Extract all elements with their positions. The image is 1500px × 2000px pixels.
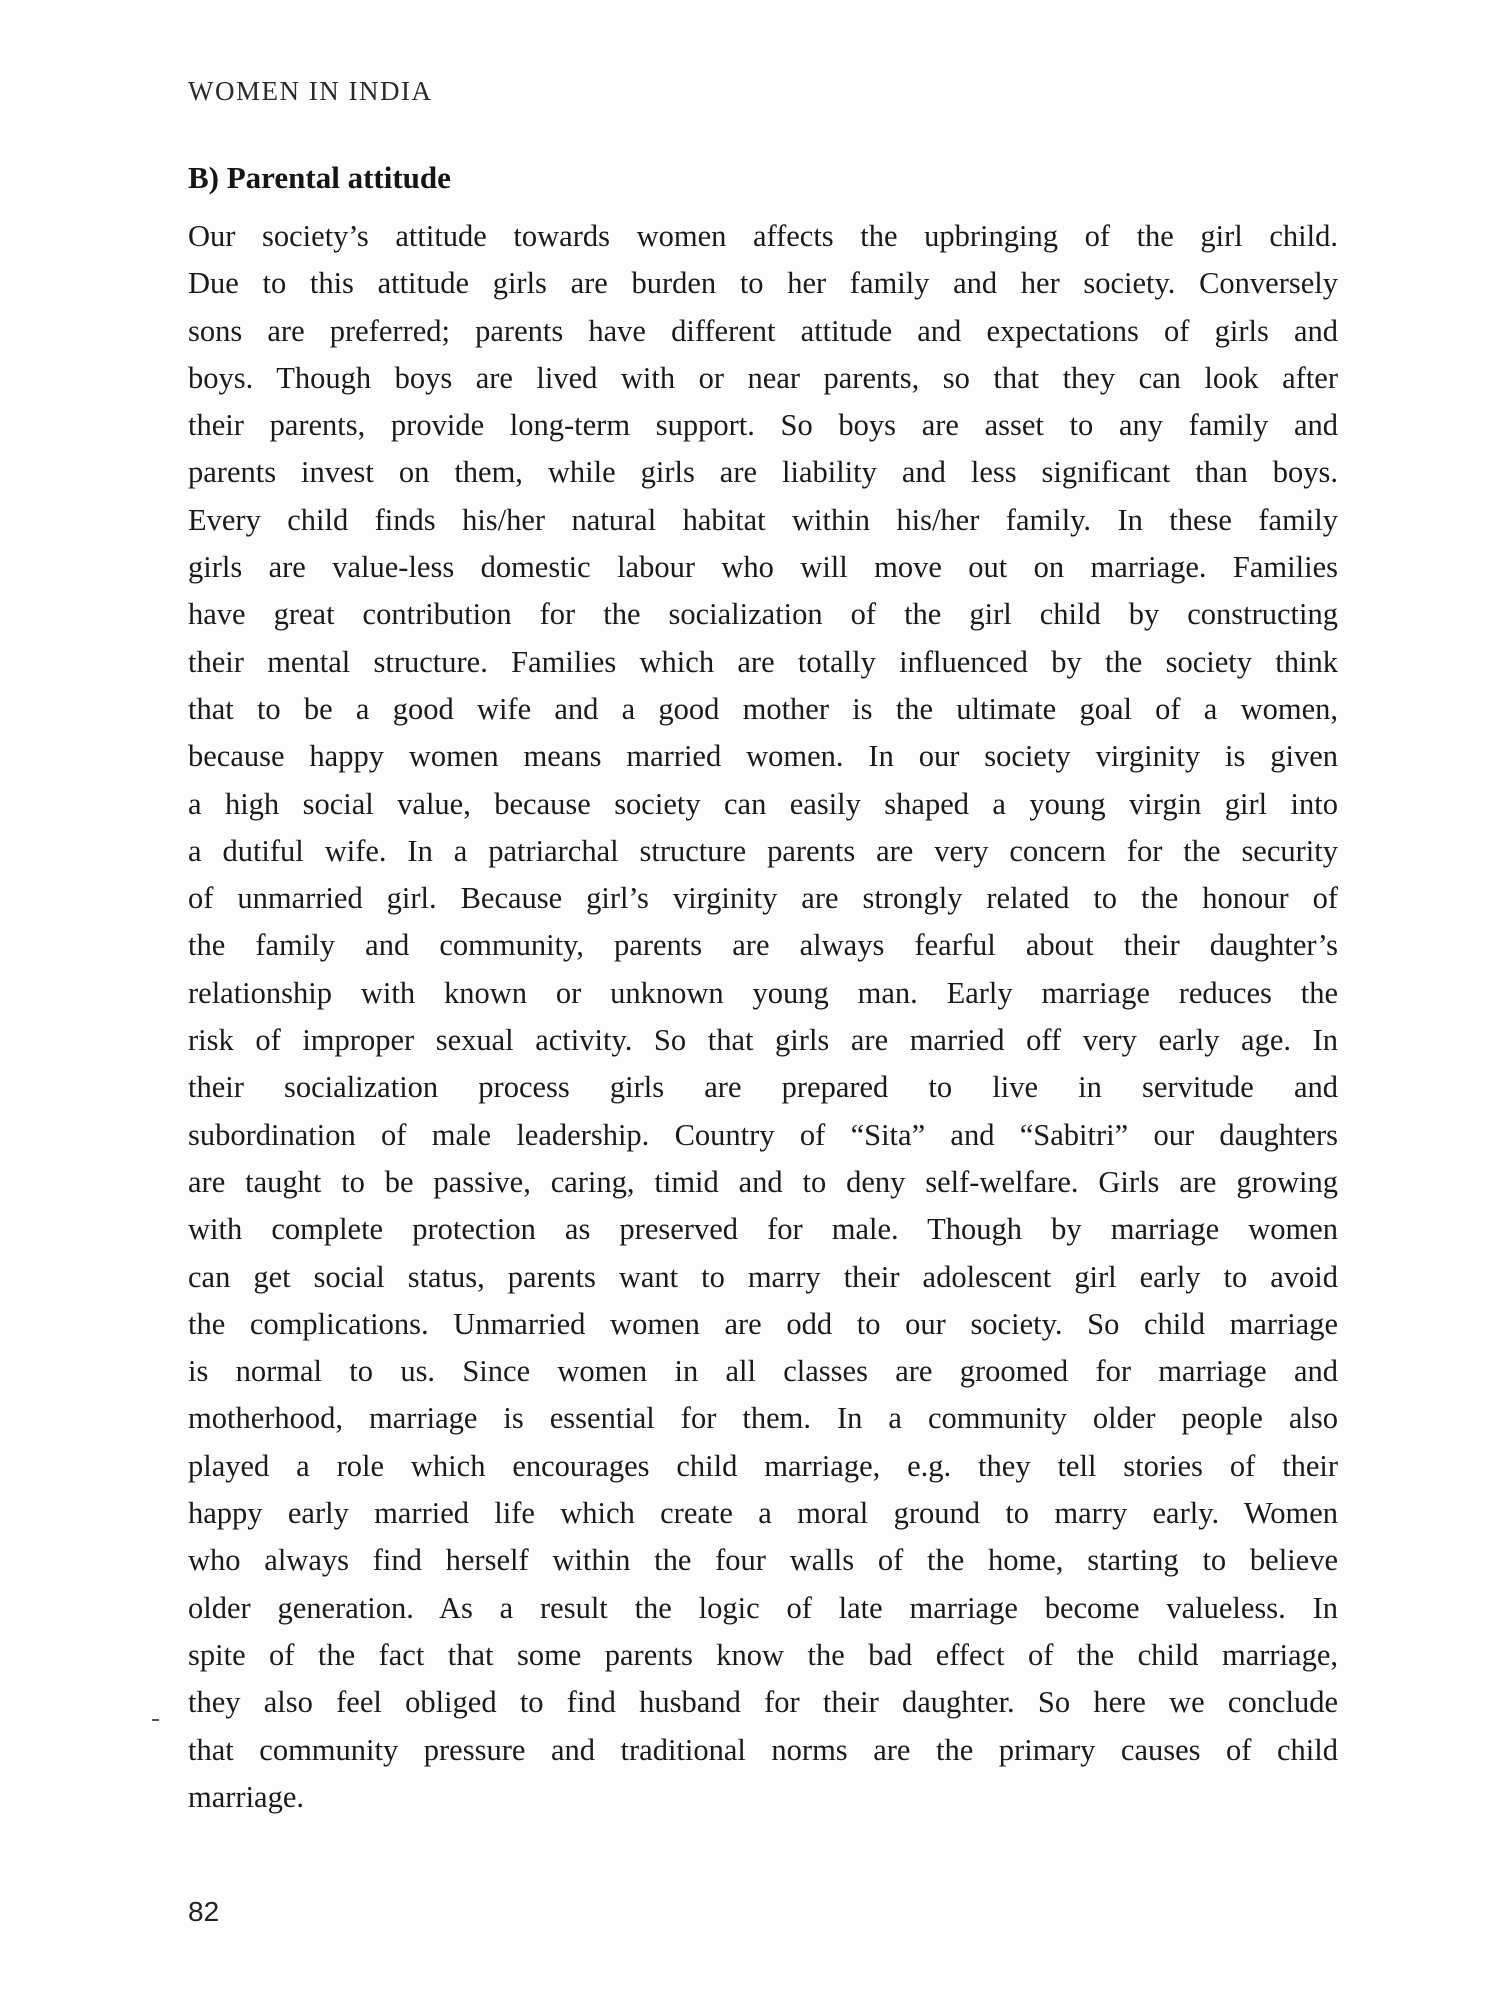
paragraph-line: can get social status, parents want to marry their adolescent girl early to avoid — [188, 1259, 1338, 1294]
paragraph-line: they also feel obliged to find husband for their daughter. So here we conclude — [188, 1685, 1338, 1720]
paragraph-line: risk of improper sexual activity. So that girls are married off very early age. In — [188, 1023, 1338, 1058]
paragraph-line: a high social value, because society can easily shaped a young virgin girl into — [188, 786, 1338, 821]
paragraph-line: that community pressure and traditional norms are the primary causes of child — [188, 1732, 1338, 1767]
paragraph-line: a dutiful wife. In a patriarchal structure parents are very concern for the security — [188, 833, 1338, 868]
paragraph-line: who always find herself within the four walls of the home, starting to believe — [188, 1543, 1338, 1578]
paragraph-line: marriage. — [188, 1779, 304, 1814]
paragraph-line: subordination of male leadership. Country of “Sita” and “Sabitri” our daughters — [188, 1117, 1338, 1152]
page-number: 82 — [188, 1896, 220, 1927]
paragraph-line: played a role which encourages child marriage, e.g. they tell stories of their — [188, 1448, 1338, 1483]
paragraph-line: because happy women means married women. In our society virginity is given — [188, 739, 1338, 774]
paragraph-line: relationship with known or unknown young man. Early marriage reduces the — [188, 975, 1338, 1010]
paragraph-line: motherhood, marriage is essential for them. In a community older people also — [188, 1401, 1338, 1436]
paragraph-line: Due to this attitude girls are burden to her family and her society. Conversely — [188, 266, 1338, 301]
paragraph-line: have great contribution for the socialization of the girl child by constructing — [188, 597, 1338, 632]
paragraph-line: of unmarried girl. Because girl’s virginity are strongly related to the honour of — [188, 881, 1338, 916]
paragraph-line: the family and community, parents are always fearful about their daughter’s — [188, 928, 1338, 963]
paragraph-line: their parents, provide long-term support. So boys are asset to any family and — [188, 408, 1338, 443]
paragraph-line: older generation. As a result the logic of late marriage become valueless. In — [188, 1590, 1338, 1625]
running-head: WOMEN IN INDIA — [188, 76, 433, 106]
paragraph-line: spite of the fact that some parents know the bad effect of the child marriage, — [188, 1637, 1338, 1672]
body-paragraph — [188, 213, 1338, 1821]
paragraph-line: their mental structure. Families which are totally influenced by the society think — [188, 644, 1338, 679]
paragraph-line: that to be a good wife and a good mother is the ultimate goal of a women, — [188, 691, 1338, 726]
paragraph-line: are taught to be passive, caring, timid and to deny self-welfare. Girls are growing — [188, 1164, 1338, 1199]
paragraph-line: Every child finds his/her natural habitat within his/her family. In these family — [188, 502, 1338, 537]
paragraph-line: with complete protection as preserved for male. Though by marriage women — [188, 1212, 1338, 1247]
paragraph-line: the complications. Unmarried women are odd to our society. So child marriage — [188, 1306, 1338, 1341]
paragraph-line: boys. Though boys are lived with or near parents, so that they can look after — [188, 360, 1338, 395]
paragraph-line: happy early married life which create a moral ground to marry early. Women — [188, 1496, 1338, 1531]
paragraph-line: girls are value-less domestic labour who will move out on marriage. Families — [188, 550, 1338, 585]
paragraph-line: is normal to us. Since women in all classes are groomed for marriage and — [188, 1354, 1338, 1389]
paragraph-line: sons are preferred; parents have different attitude and expectations of girls and — [188, 313, 1338, 348]
section-heading: B) Parental attitude — [188, 160, 451, 195]
print-speck — [152, 1719, 159, 1721]
paragraph-line: Our society’s attitude towards women affects the upbringing of the girl child. — [188, 219, 1338, 253]
paragraph-line: their socialization process girls are prepared to live in servitude and — [188, 1070, 1338, 1105]
paragraph-line: parents invest on them, while girls are liability and less significant than boys. — [188, 455, 1338, 490]
